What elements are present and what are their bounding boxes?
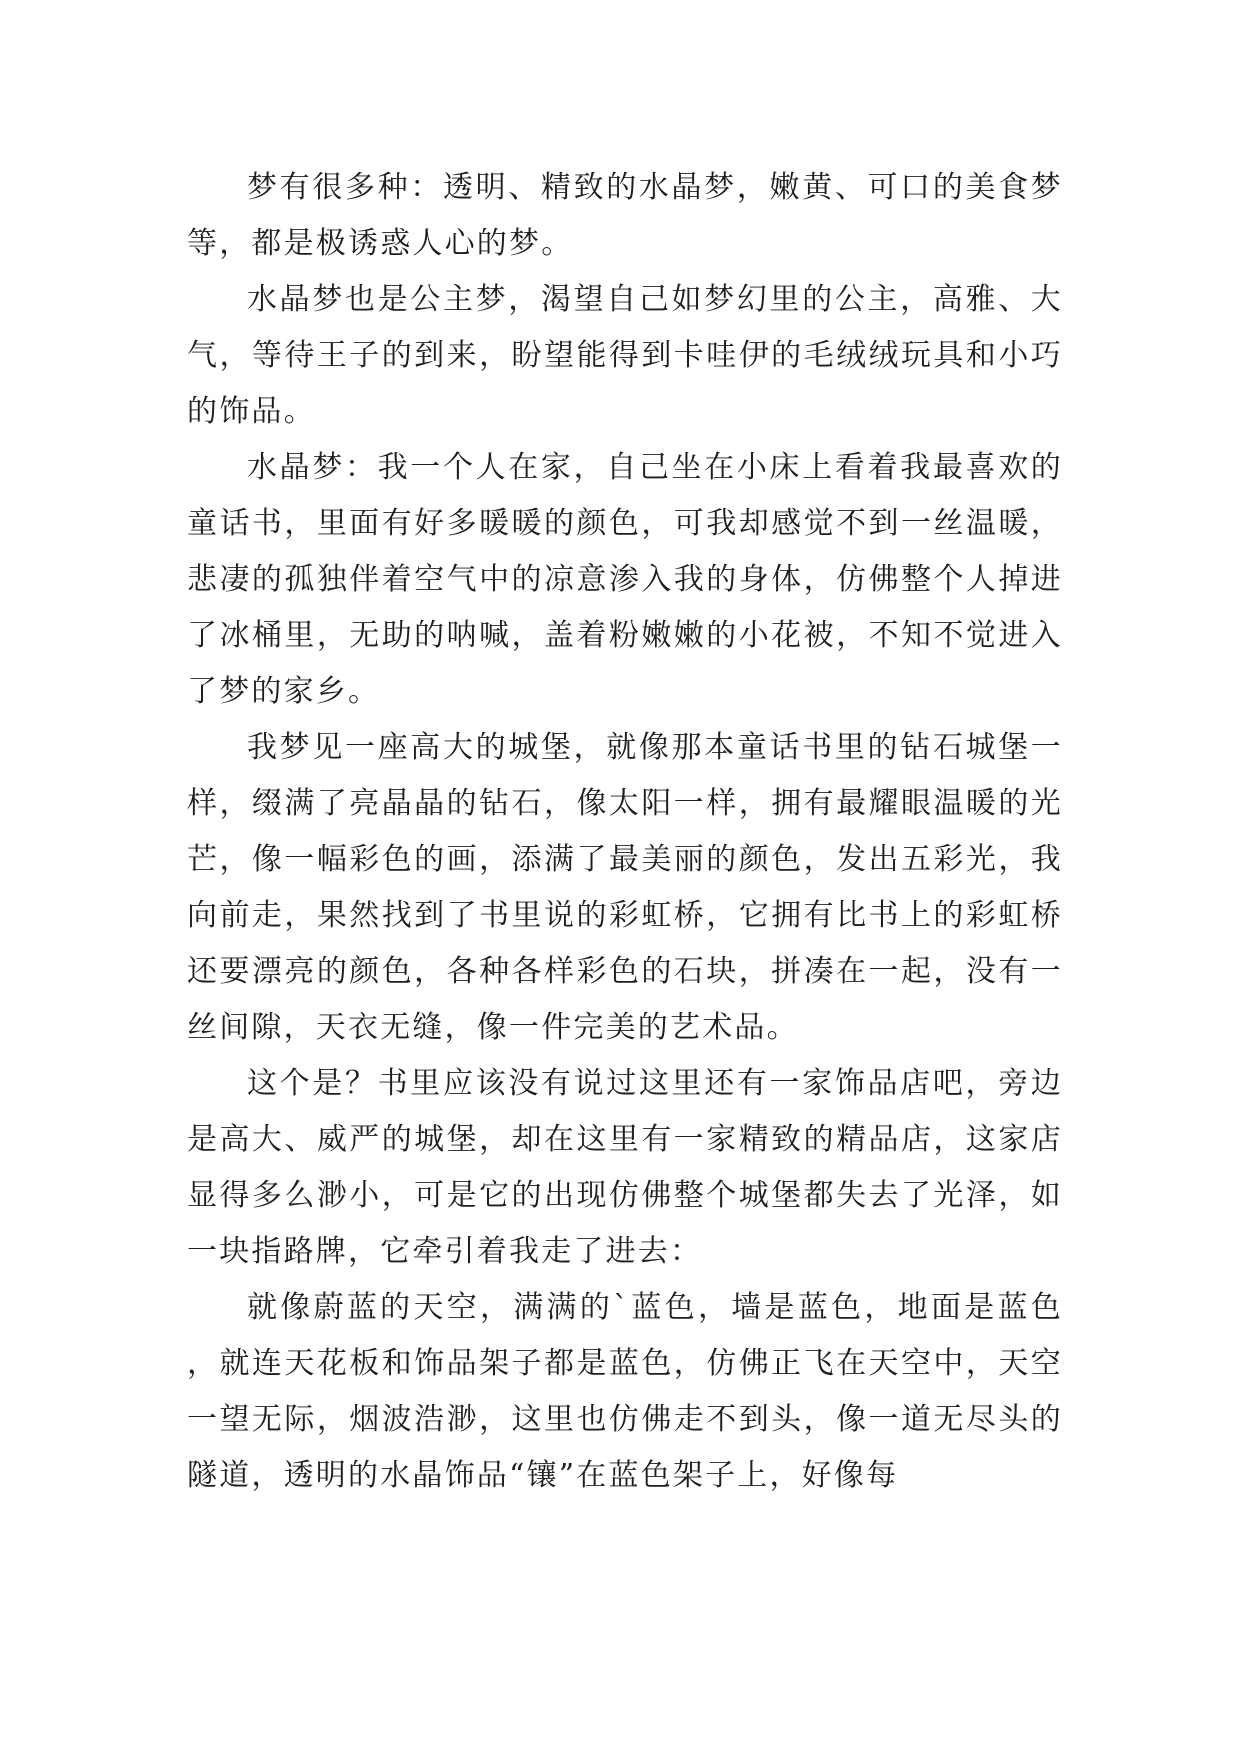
paragraph: 这个是？书里应该没有说过这里还有一家饰品店吧，旁边是高大、威严的城堡，却在这里有一家精致的精品店，这家店显得多么渺小，可是它的出现仿佛整个城堡都失去了光泽，如一块指路牌，它牵引着我走了进去： bbox=[187, 1066, 1063, 1269]
paragraph: 水晶梦：我一个人在家，自己坐在小床上看着我最喜欢的童话书，里面有好多暖暖的颜色，可我却感觉不到一丝温暖，悲凄的孤独伴着空气中的凉意渗入我的身体，仿佛整个人掉进了冰桶里，无助的呐喊，盖着粉嫩嫩的小花被，不知不觉进入了梦的家乡。 bbox=[187, 450, 1063, 709]
paragraph: 水晶梦也是公主梦，渴望自己如梦幻里的公主，高雅、大气，等待王子的到来，盼望能得到卡哇伊的毛绒绒玩具和小巧的饰品。 bbox=[187, 282, 1063, 429]
document-body bbox=[187, 160, 1063, 1504]
paragraph: 就像蔚蓝的天空，满满的`蓝色，墙是蓝色，地面是蓝色，就连天花板和饰品架子都是蓝色，仿佛正飞在天空中，天空一望无际，烟波浩渺，这里也仿佛走不到头，像一道无尽头的隧道，透明的水晶饰品“镶”在蓝色架子上，好像每 bbox=[187, 1290, 1063, 1493]
paragraph: 梦有很多种：透明、精致的水晶梦，嫩黄、可口的美食梦等，都是极诱惑人心的梦。 bbox=[187, 170, 1063, 261]
paragraph: 我梦见一座高大的城堡，就像那本童话书里的钻石城堡一样，缀满了亮晶晶的钻石，像太阳一样，拥有最耀眼温暖的光芒，像一幅彩色的画，添满了最美丽的颜色，发出五彩光，我向前走，果然找到了书里说的彩虹桥，它拥有比书上的彩虹桥还要漂亮的颜色，各种各样彩色的石块，拼凑在一起，没有一丝间隙，天衣无缝，像一件完美的艺术品。 bbox=[187, 730, 1063, 1045]
